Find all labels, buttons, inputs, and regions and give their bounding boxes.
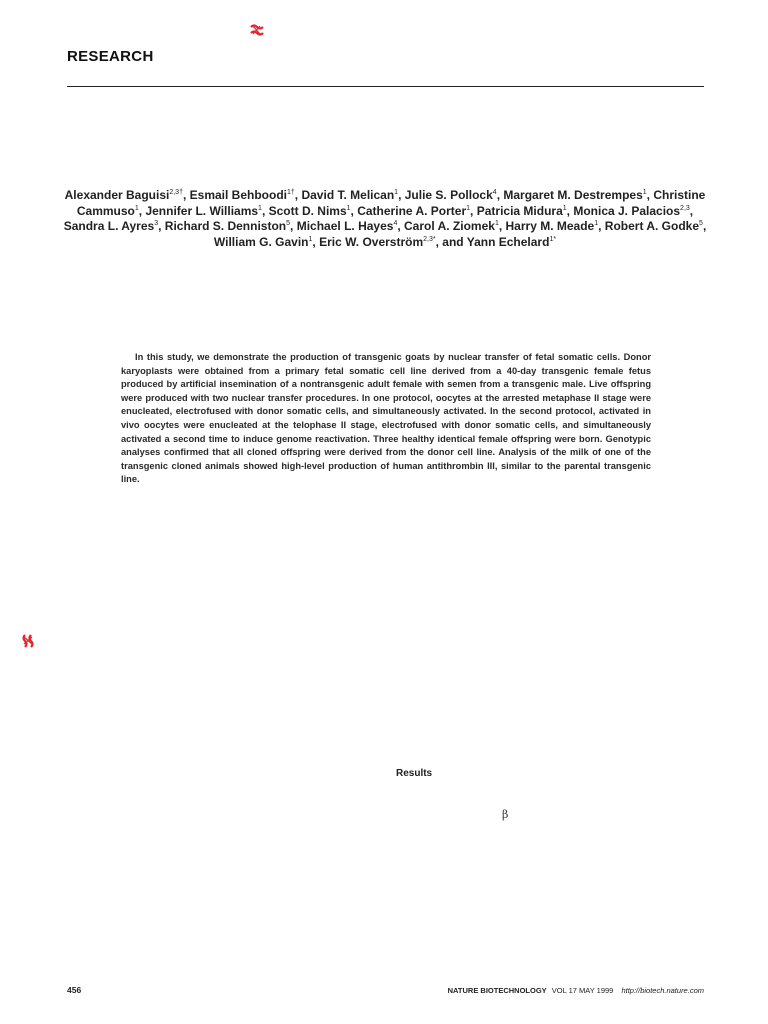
- author-affiliation: 5: [286, 220, 291, 227]
- author-separator: ,: [646, 188, 654, 202]
- author-separator: ,: [702, 219, 707, 233]
- author-name: William G. Gavin: [213, 234, 309, 249]
- author-name: Eric W. Overström: [319, 234, 424, 249]
- double-helix-margin-icon: [22, 634, 34, 648]
- author-name: Scott D. Nims: [268, 203, 347, 218]
- author-separator: ,: [496, 188, 504, 202]
- author-affiliation: 1: [562, 204, 567, 212]
- author-affiliation: 2,3†: [169, 189, 183, 196]
- author-name: Julie S. Pollock: [404, 188, 493, 202]
- author-affiliation: 3: [154, 220, 159, 227]
- section-label: RESEARCH: [67, 48, 154, 65]
- author-separator: ,: [182, 188, 190, 202]
- page-number: 456: [67, 985, 82, 995]
- author-affiliation: 1: [642, 189, 647, 196]
- author-list: [60, 188, 710, 250]
- author-affiliation: 1: [494, 220, 499, 227]
- author-affiliation: 1: [594, 220, 599, 227]
- author-name: Alexander Baguisi: [64, 188, 170, 202]
- author-separator: ,: [312, 234, 320, 249]
- author-affiliation: 1†: [287, 189, 295, 196]
- author-affiliation: 1: [134, 204, 139, 212]
- author-separator: , and: [435, 234, 467, 249]
- author-name: Robert A. Godke: [604, 219, 700, 233]
- journal-name: NATURE BIOTECHNOLOGY: [447, 986, 547, 995]
- author-separator: ,: [138, 203, 146, 218]
- author-separator: ,: [689, 203, 694, 218]
- author-name: Michael L. Hayes: [296, 219, 394, 233]
- author-separator: ,: [470, 203, 477, 218]
- author-separator: ,: [261, 203, 269, 218]
- author-separator: ,: [158, 219, 165, 233]
- author-separator: ,: [498, 219, 506, 233]
- author-affiliation: 4: [393, 220, 398, 227]
- author-name: Patricia Midura: [476, 203, 563, 218]
- journal-volume: VOL 17 MAY 1999: [551, 986, 614, 995]
- author-affiliation: 1: [394, 189, 399, 196]
- author-separator: ,: [598, 219, 605, 233]
- author-name: Carol A. Ziomek: [404, 219, 495, 233]
- author-name: Catherine A. Porter: [357, 203, 467, 218]
- author-name: Sandra L. Ayres: [63, 219, 155, 233]
- author-name: Monica J. Palacios: [573, 203, 681, 218]
- author-separator: ,: [350, 203, 358, 218]
- header-divider: [67, 86, 704, 87]
- author-affiliation: 1: [346, 204, 351, 212]
- author-name: Richard S. Denniston: [164, 219, 287, 233]
- results-heading: Results: [396, 768, 433, 779]
- author-affiliation: 1: [258, 204, 262, 212]
- author-affiliation: 5: [699, 220, 703, 227]
- author-affiliation: 1*: [549, 235, 557, 243]
- author-affiliation: 1: [466, 204, 471, 212]
- author-affiliation: 2,3*: [423, 235, 436, 243]
- author-name: Jennifer L. Williams: [145, 203, 259, 218]
- author-name: Esmail Behboodi: [189, 188, 287, 202]
- journal-url[interactable]: http://biotech.nature.com: [621, 986, 704, 995]
- beta-symbol: β: [502, 808, 509, 821]
- journal-footer: [448, 986, 704, 995]
- author-name: Christine Cammuso: [76, 188, 706, 218]
- author-name: Harry M. Meade: [505, 219, 595, 233]
- author-name: Yann Echelard: [466, 234, 550, 249]
- double-helix-logo-icon: [250, 24, 264, 36]
- author-separator: ,: [398, 188, 405, 202]
- author-name: David T. Melican: [301, 188, 395, 202]
- author-separator: ,: [566, 203, 574, 218]
- author-separator: ,: [397, 219, 405, 233]
- author-affiliation: 4: [492, 189, 497, 196]
- abstract-paragraph: In this study, we demonstrate the production of transgenic goats by nuclear transfer of fetal somatic cells. Donor karyoplasts were obtained from a primary fetal somatic cell line derived from a 40-day transgenic female fetus produced by artificial insemination of a nontransgenic adult female with semen from a transgenic male. Live offspring were produced with two nuclear transfer procedures. In one protocol, oocytes at the arrested metaphase II stage were enucleated, electrofused with donor somatic cells, and simultaneously activated. In the second protocol, activated in vivo oocytes were enucleated at the telophase II stage, electrofused with donor somatic cells, and simultaneously activated a second time to induce genome reactivation. Three healthy identical female offspring were born. Genotypic analyses confirmed that all cloned offspring were derived from the donor cell line. Analysis of the milk of one of the transgenic cloned animals showed high-level production of human antithrombin III, similar to the parental transgenic line.: [121, 352, 651, 485]
- author-name: Margaret M. Destrempes: [503, 188, 643, 202]
- author-separator: ,: [290, 219, 297, 233]
- author-affiliation: 1: [308, 235, 313, 243]
- author-affiliation: 2,3: [680, 204, 690, 212]
- author-separator: ,: [294, 188, 302, 202]
